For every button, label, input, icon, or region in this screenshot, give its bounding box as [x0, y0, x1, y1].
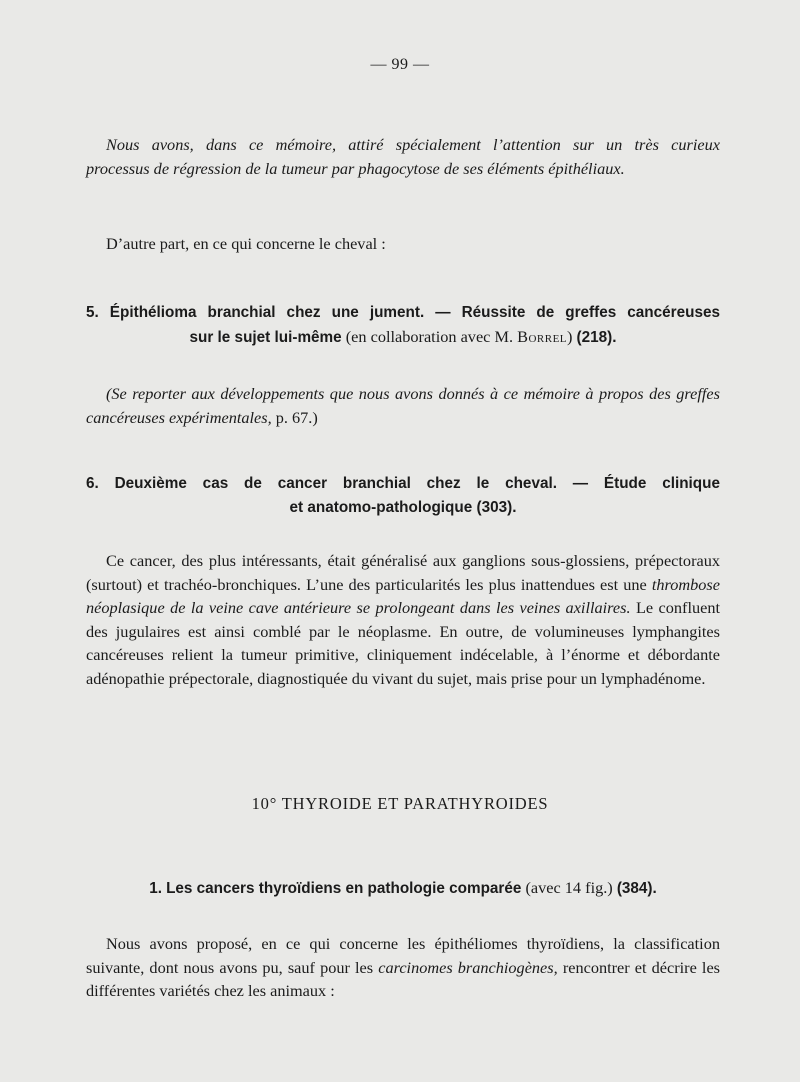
entry-1-paragraph-italic: carcinomes branchiogènes, — [378, 957, 558, 977]
entry-1 — [86, 876, 720, 901]
entry-1-ref: (384). — [616, 880, 657, 897]
entry-6-paragraph — [86, 549, 720, 690]
cheval-intro: D’autre part, en ce qui concerne le cheval : — [106, 234, 386, 253]
entry-1-paragraph-part-1: Nous avons proposé, en ce qui concerne les épithéliomes thyroïdiens, la classification suivante, dont nous avons pu, sauf pour les — [86, 934, 720, 977]
entry-1-note: (avec 14 fig.) — [525, 878, 613, 897]
entry-6-title-line-2: et anatomo-pathologique (303). — [289, 498, 517, 516]
entry-5-note — [86, 382, 720, 429]
entry-5-title-line-2 — [86, 325, 720, 350]
entry-5-collab-name: Borrel — [517, 326, 568, 346]
entry-5-title: Épithélioma branchial chez une jument. — Réussite de greffes cancéreuses — [109, 304, 720, 321]
entry-5-collab: (en collaboration avec M. — [345, 326, 514, 346]
entry-1-number: 1. — [149, 880, 162, 897]
entry-5-ref: (218). — [576, 328, 617, 346]
intro-paragraph — [86, 133, 720, 180]
entry-6 — [86, 472, 720, 519]
page-number: — 99 — — [370, 56, 430, 73]
intro-line-1: Nous avons, dans ce mémoire, attiré spécialement l’attention sur un très curieux — [106, 135, 720, 154]
entry-6-title: Deuxième cas de cancer branchial chez le cheval. — Étude clinique — [114, 475, 721, 492]
intro-line-2: processus de régression de la tumeur par phagocytose de ses éléments épithéliaux. — [86, 158, 625, 178]
entry-6-paragraph-part-1: Ce cancer, des plus intéressants, était généralisé aux ganglions sous-glossiens, prépectoraux (surtout) et trachéo-bronchiques. L’une des particularités les plus inattendues est une — [86, 551, 720, 594]
section-heading: 10° THYROIDE ET PARATHYROIDES — [251, 794, 549, 813]
entry-1-paragraph — [86, 932, 720, 1003]
entry-6-paragraph-part-2: Le confluent des jugulaires est ainsi comblé par le néoplasme. En outre, de volumineuses lymphangites cancéreuses relient la tumeur primitive, cliniquement indécelable, à l’énorme et débordante adénopathie prépectorale, diagnostiquée du vivant du sujet, mais prise pour un lymphadénome. — [86, 598, 720, 688]
entry-5 — [86, 301, 720, 349]
entry-5-number: 5. — [86, 304, 99, 321]
entry-6-number: 6. — [86, 475, 99, 492]
entry-5-note-tail: p. 67.) — [275, 407, 318, 427]
entry-5-subtitle: sur le sujet lui-même — [189, 328, 342, 346]
entry-6-title-line-1 — [86, 472, 720, 496]
entry-6-paragraph-italic: thrombose néoplasique de la veine cave antérieure se prolongeant dans les veines axillaires. — [86, 574, 720, 617]
entry-5-title-line-1 — [86, 301, 720, 325]
entry-5-collab-close: ) — [567, 326, 573, 346]
entry-5-note-italic: (Se reporter aux développements que nous avons donnés à ce mémoire à propos des greffes cancéreuses expérimentales, — [86, 384, 720, 427]
entry-1-title: Les cancers thyroïdiens en pathologie comparée — [166, 880, 522, 897]
entry-1-paragraph-part-2: rencontrer et décrire les différentes variétés chez les animaux : — [86, 957, 721, 1000]
